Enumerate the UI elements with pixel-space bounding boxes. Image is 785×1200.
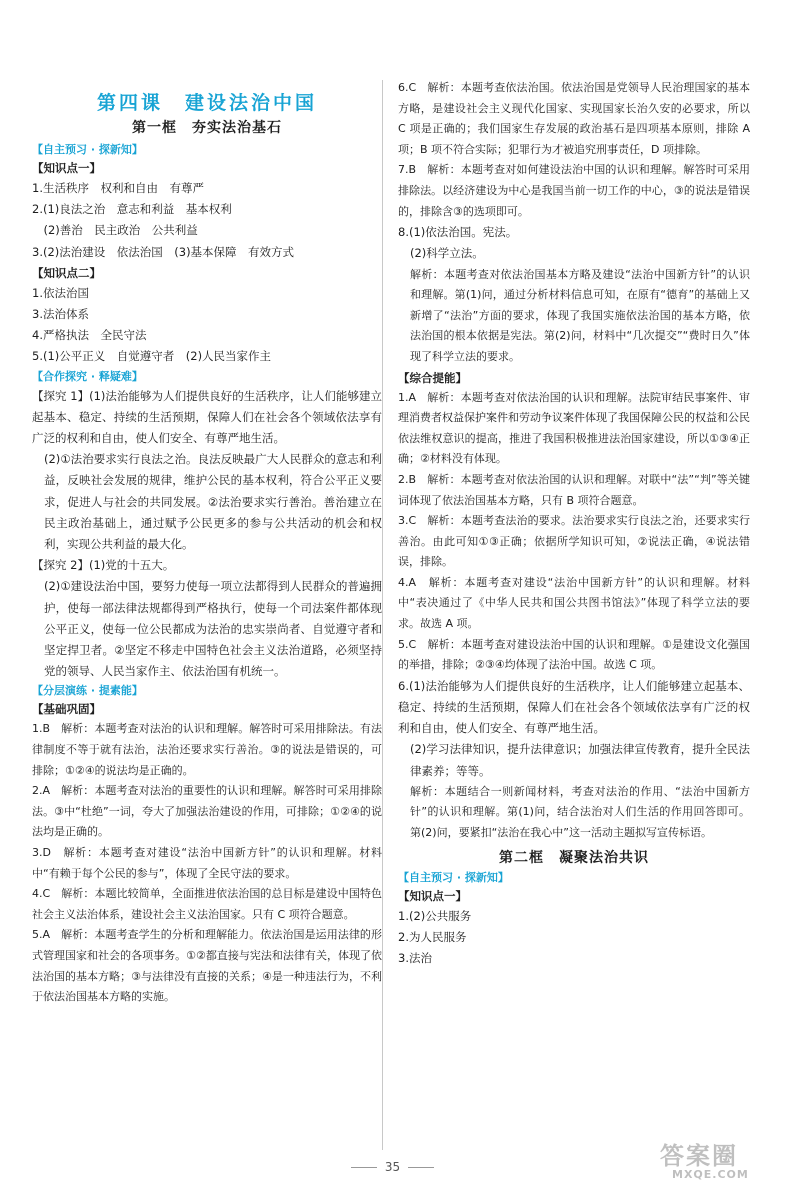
comprehensive-ability: 【综合提能】 bbox=[398, 370, 467, 385]
kp1-line: 1.生活秩序 权利和自由 有尊严 bbox=[32, 181, 204, 195]
watermark-url: MXQE.COM bbox=[672, 1168, 749, 1181]
footer-dash-right bbox=[408, 1167, 434, 1168]
kp2-line: 5.(1)公平正义 自觉遵守者 (2)人民当家作主 bbox=[32, 349, 272, 364]
answer-q5: 5.A 解析：本题考查学生的分析和理解能力。依法治国是运用法律的形式管理国家和社会的各项事务。①②都直接与宪法和法律有关，体现了依法治国的基本方略；③与法律没有直接的关系；④是一种违法行为，不利于依法治国基本方略的实施。 bbox=[32, 928, 382, 1004]
kp1b-line: 1.(2)公共服务 bbox=[398, 908, 472, 923]
answer-c3: 3.C 解析：本题考查法治的要求。法治要求实行良法之治，还要求实行善治。由此可知①③正确；依据所学知识可知，②说法正确，④说法错误，排除。 bbox=[398, 514, 750, 569]
explore-1-answer-2: (2)①法治要求实行良法之治。良法反映最广大人民群众的意志和利益，反映社会发展的规律，维护公民的基本权利，符合公平正义要求，促进人与社会的共同发展。②法治要求实行善治。善治建立在民主政治基础上，通过赋予公民更多的参与公共活动的机会和权利，实现公共利益的最大化。 bbox=[44, 452, 382, 552]
column-divider bbox=[382, 80, 383, 1150]
basic-consolidation: 【基础巩固】 bbox=[32, 702, 101, 717]
answer-q1: 1.B 解析：本题考查对法治的认识和理解。解答时可采用排除法。有法律制度不等于就有法治，法治还要求实行善治。③的说法是错误的，可排除；①②④的说法均是正确的。 bbox=[32, 722, 382, 777]
kp1b-line: 2.为人民服务 bbox=[398, 929, 467, 944]
answer-q6: 6.C 解析：本题考查依法治国。依法治国是党领导人民治理国家的基本方略，是建设社会主义现代化国家、实现国家长治久安的必要求，所以 C 项是正确的；我们国家生存发展的政治基石是四项基本原则，排除 A 项；B 项不符合实际；犯罪行为才被追究刑事责任，D 项排除。 bbox=[398, 81, 750, 156]
page-number: 35 bbox=[384, 1160, 401, 1174]
answer-c6-part1: 6.(1)法治能够为人们提供良好的生活秩序，让人们能够建立起基本、稳定、持续的生活预期，保障人们在社会各个领域依法享有广泛的权利和自由，使人们安全、有尊严地生活。 bbox=[398, 678, 750, 736]
knowledge-point-1: 【知识点一】 bbox=[32, 161, 101, 175]
answer-c6-analysis: 解析：本题结合一则新闻材料，考查对法治的作用、“法治中国新方针”的认识和理解。第(1)问，结合法治对人们生活的作用回答即可。第(2)问，要紧扣“法治在我心中”这一活动主题拟写宣传标语。 bbox=[410, 784, 750, 840]
answer-q7: 7.B 解析：本题考查对如何建设法治中国的认识和理解。解答时可采用排除法。以经济建设为中心是我国当前一切工作的中心，③的说法是错误的，排除含③的选项即可。 bbox=[398, 163, 750, 218]
kp1b-line: 3.法治 bbox=[398, 951, 432, 966]
answer-q8-part2: (2)科学立法。 bbox=[410, 246, 484, 261]
section-practice: 【分层演练 · 提素能】 bbox=[32, 684, 143, 698]
answer-q2: 2.A 解析：本题考查对法治的重要性的认识和理解。解答时可采用排除法。③中“杜绝”一词，夸大了加强法治建设的作用，可排除；①②④的说法均是正确的。 bbox=[32, 784, 382, 839]
right-column bbox=[398, 78, 750, 969]
kp1-line: (2)善治 民主政治 公共利益 bbox=[32, 223, 198, 238]
answer-c1: 1.A 解析：本题考查对依法治国的认识和理解。法院审结民事案件、审理消费者权益保护案件和劳动争议案件体现了我国保障公民的权益和公民依法维权意识的提高，推进了我国积极推进法治国家建设，所以①③④正确；②材料没有体现。 bbox=[398, 390, 750, 466]
kp1-line: 3.(2)法治建设 依法治国 (3)基本保障 有效方式 bbox=[32, 244, 295, 259]
answer-c2: 2.B 解析：本题考查对依法治国的认识和理解。对联中“法”“判”等关键词体现了依法治国基本方略，只有 B 项符合题意。 bbox=[398, 472, 750, 507]
answer-q8-analysis: 解析：本题考查对依法治国基本方略及建设“法治中国新方针”的认识和理解。第(1)问，通过分析材料信息可知，在原有“德育”的基础上又新增了“法治”方面的要求，体现了我国实施依法治国的基本方略，依法治国的根本依据是宪法。第(2)问，材料中“几次提交”“费时日久”体现了科学立法的要求。 bbox=[410, 267, 750, 363]
answer-c5: 5.C 解析：本题考查对建设法治中国的认识和理解。①是建设文化强国的举措，排除；②③④均体现了法治中国。故选 C 项。 bbox=[398, 637, 750, 672]
section-explore: 【合作探究 · 释疑难】 bbox=[32, 369, 143, 383]
kp2-line: 1.依法治国 bbox=[32, 285, 89, 300]
frame-title: 第一框 夯实法治基石 bbox=[132, 120, 282, 136]
section-preview: 【自主预习 · 探新知】 bbox=[32, 143, 143, 156]
section-preview-2: 【自主预习 · 探新知】 bbox=[398, 870, 509, 884]
answer-q3: 3.D 解析：本题考查对建设“法治中国新方针”的认识和理解。材料中“有赖于每个公民的参与”，体现了全民守法的要求。 bbox=[32, 846, 382, 880]
kp2-line: 3.法治体系 bbox=[32, 307, 89, 322]
watermark-text: 答案圈 bbox=[660, 1142, 738, 1170]
left-column bbox=[32, 78, 382, 1008]
explore-1-answer-1: 【探究 1】(1)法治能够为人们提供良好的生活秩序，让人们能够建立起基本、稳定、持续的生活预期，保障人们在社会各个领域依法享有广泛的权利和自由，使人们安全、有尊严地生活。 bbox=[32, 388, 382, 446]
answer-q8-part1: 8.(1)依法治国。宪法。 bbox=[398, 225, 518, 240]
kp1-line: 2.(1)良法之治 意志和利益 基本权利 bbox=[32, 202, 232, 217]
answer-q4: 4.C 解析：本题比较简单，全面推进依法治国的总目标是建设中国特色社会主义法治体系，建设社会主义法治国家。只有 C 项符合题意。 bbox=[32, 887, 382, 921]
explore-2-answer-1: 【探究 2】(1)党的十五大。 bbox=[32, 558, 175, 573]
watermark-logo bbox=[654, 1136, 766, 1186]
frame-2-title: 第二框 凝聚法治共识 bbox=[499, 849, 649, 866]
answer-c6-part2: (2)学习法律知识，提升法律意识；加强法律宣传教育，提升全民法律素养；等等。 bbox=[410, 742, 750, 778]
lesson-title: 第四课 建设法治中国 bbox=[96, 92, 317, 114]
knowledge-point-1b: 【知识点一】 bbox=[398, 888, 467, 903]
footer-dash-left bbox=[351, 1167, 377, 1168]
knowledge-point-2: 【知识点二】 bbox=[32, 265, 101, 280]
answer-c4: 4.A 解析：本题考查对建设“法治中国新方针”的认识和理解。材料中“表决通过了《中华人民共和国公共图书馆法》”体现了科学立法的要求。故选 A 项。 bbox=[398, 575, 750, 631]
kp2-line: 4.严格执法 全民守法 bbox=[32, 328, 147, 343]
explore-2-answer-2: (2)①建设法治中国，要努力使每一项立法都得到人民群众的普遍拥护，使每一部法律法规都得到严格执行，使每一个司法案件都体现公平正义，使每一位公民都成为法治的忠实崇尚者、自觉遵守者和坚定捍卫者。②坚定不移走中国特色社会主义法治道路，必须坚持党的领导、人民当家作主、依法治国有机统一。 bbox=[44, 579, 382, 679]
